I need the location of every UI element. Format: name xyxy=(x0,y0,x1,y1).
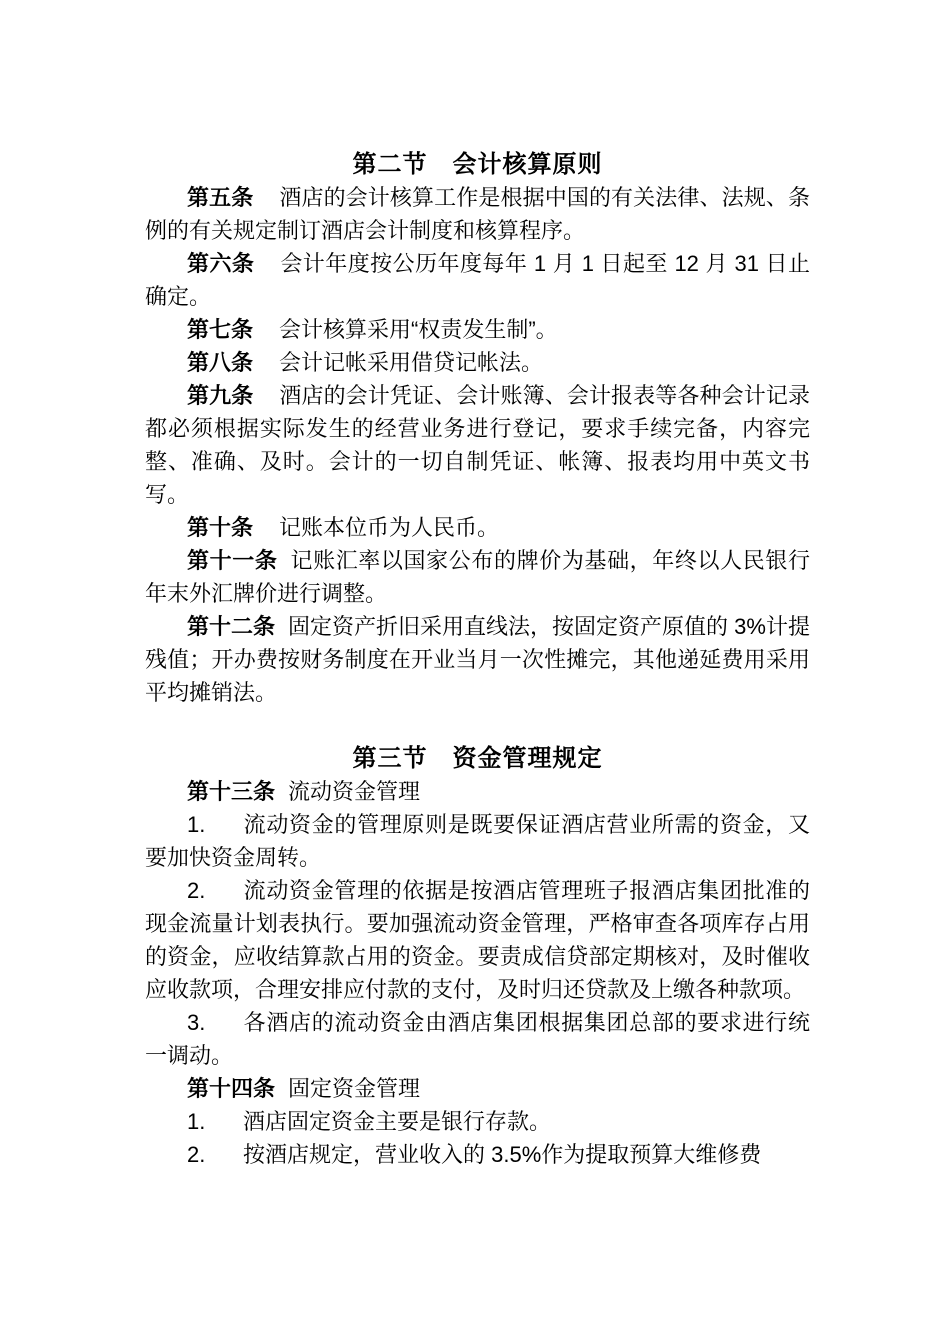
article-number-label: 第九条 xyxy=(187,383,254,408)
document-section xyxy=(145,148,810,709)
article-paragraph xyxy=(145,346,810,379)
section-title: 第二节 会计核算原则 xyxy=(352,151,603,178)
paragraph-text: 流动资金管理的依据是按酒店管理班子报酒店集团批准的现金流量计划表执行。要加强流动资金管理，严格审查各项库存占用的资金，应收结算款占用的资金。要责成信贷部定期核对，及时催收应收款项，合理安排应付款的支付，及时归还贷款及上缴各种款项。 xyxy=(145,878,810,1002)
article-number-label: 第十条 xyxy=(187,515,254,540)
article-number-label: 第六条 xyxy=(187,251,255,276)
paragraph-text: 酒店固定资金主要是银行存款。 xyxy=(243,1109,552,1134)
list-item-number: 3. xyxy=(187,1010,206,1035)
article-paragraph xyxy=(145,379,810,511)
document-section xyxy=(145,742,810,1171)
list-item-number: 1. xyxy=(187,812,206,837)
article-number-label: 第十四条 xyxy=(187,1076,276,1101)
article-paragraph xyxy=(145,775,810,808)
paragraph-text: 固定资金管理 xyxy=(288,1076,421,1101)
numbered-item xyxy=(145,1006,810,1072)
article-paragraph xyxy=(145,313,810,346)
numbered-item xyxy=(145,1138,810,1171)
list-item-number: 1. xyxy=(187,1109,206,1134)
article-paragraph xyxy=(145,1072,810,1105)
section-title: 第三节 资金管理规定 xyxy=(352,745,603,772)
article-paragraph xyxy=(145,181,810,247)
paragraph-text: 会计年度按公历年度每年 1 月 1 日起至 12 月 31 日止确定。 xyxy=(145,251,810,309)
paragraph-text: 酒店的会计凭证、会计账簿、会计报表等各种会计记录都必须根据实际发生的经营业务进行登记，要求手续完备，内容完整、准确、及时。会计的一切自制凭证、帐簿、报表均用中英文书写。 xyxy=(145,383,810,507)
article-paragraph xyxy=(145,544,810,610)
paragraph-text: 各酒店的流动资金由酒店集团根据集团总部的要求进行统一调动。 xyxy=(145,1010,810,1068)
article-number-label: 第十二条 xyxy=(187,614,276,639)
paragraph-text: 酒店的会计核算工作是根据中国的有关法律、法规、条例的有关规定制订酒店会计制度和核算程序。 xyxy=(145,185,810,243)
article-paragraph xyxy=(145,247,810,313)
article-number-label: 第八条 xyxy=(187,350,254,375)
article-number-label: 第十三条 xyxy=(187,779,276,804)
paragraph-text: 流动资金的管理原则是既要保证酒店营业所需的资金，又要加快资金周转。 xyxy=(145,812,810,870)
paragraph-text: 按酒店规定，营业收入的 3.5%作为提取预算大维修费 xyxy=(243,1142,762,1167)
article-paragraph xyxy=(145,511,810,544)
article-paragraph xyxy=(145,610,810,709)
paragraph-text: 会计核算采用“权责发生制”。 xyxy=(279,317,558,342)
paragraph-text: 流动资金管理 xyxy=(288,779,421,804)
numbered-item xyxy=(145,874,810,1006)
article-number-label: 第五条 xyxy=(187,185,254,210)
paragraph-text: 记账汇率以国家公布的牌价为基础，年终以人民银行年末外汇牌价进行调整。 xyxy=(145,548,810,606)
list-item-number: 2. xyxy=(187,878,206,903)
list-item-number: 2. xyxy=(187,1142,206,1167)
paragraph-text: 记账本位币为人民币。 xyxy=(279,515,500,540)
article-number-label: 第十一条 xyxy=(187,548,278,573)
paragraph-text: 会计记帐采用借贷记帐法。 xyxy=(279,350,544,375)
numbered-item xyxy=(145,808,810,874)
paragraph-text: 固定资产折旧采用直线法，按固定资产原值的 3%计提残值；开办费按财务制度在开业当月一次性摊完，其他递延费用采用平均摊销法。 xyxy=(145,614,810,705)
numbered-item xyxy=(145,1105,810,1138)
article-number-label: 第七条 xyxy=(187,317,254,342)
